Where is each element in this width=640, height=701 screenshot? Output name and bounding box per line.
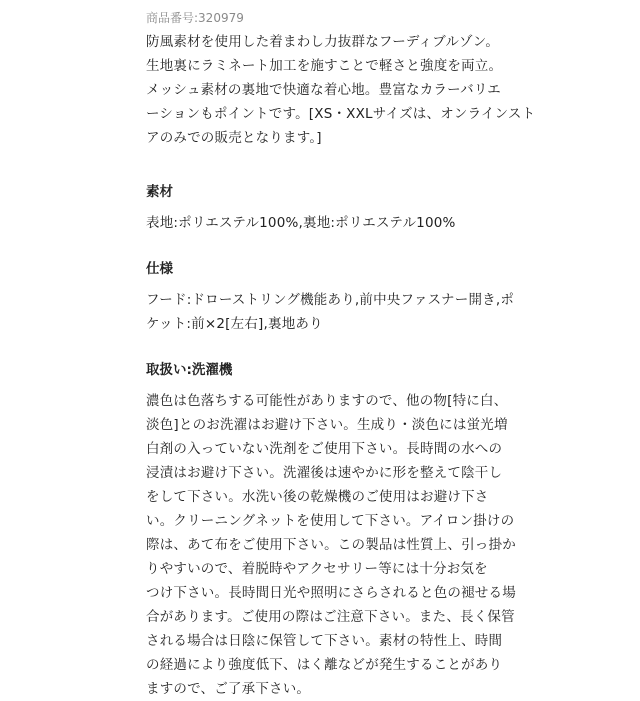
- section-spacer: [146, 336, 640, 358]
- material-section: [146, 180, 640, 235]
- section-spacer: [146, 382, 640, 389]
- description-line: ーションもポイントです。[XS・XXLサイズは、オンラインスト: [146, 106, 536, 122]
- spec-line: ケット:前×2[左右],裏地あり: [146, 316, 323, 332]
- care-line: りやすいので、着脱時やアクセサリー等には十分お気を: [146, 561, 488, 577]
- care-line: 際は、あて布をご使用下さい。この製品は性質上、引っ掛か: [146, 537, 516, 553]
- product-number: 商品番号:320979: [146, 11, 244, 25]
- care-heading: 取扱い:洗濯機: [146, 362, 233, 378]
- spec-line: フード:ドローストリング機能あり,前中央ファスナー開き,ポ: [146, 292, 515, 308]
- description-line: アのみでの販売となります。]: [146, 130, 322, 146]
- product-description-document: [146, 6, 640, 701]
- material-heading: 素材: [146, 184, 173, 200]
- care-line: 淡色]とのお洗濯はお避け下さい。生成り・淡色には蛍光増: [146, 417, 508, 433]
- care-line: される場合は日陰に保管して下さい。素材の特性上、時間: [146, 633, 503, 649]
- care-line: 白剤の入っていない洗剤をご使用下さい。長時間の水への: [146, 441, 503, 457]
- care-line: つけ下さい。長時間日光や照明にさらされると色の褪せる場: [146, 585, 516, 601]
- care-line: 濃色は色落ちする可能性がありますので、他の物[特に白、: [146, 393, 508, 409]
- care-line: 合があります。ご使用の際はご注意下さい。また、長く保管: [146, 609, 515, 625]
- description-block: [146, 30, 640, 150]
- section-spacer: [146, 281, 640, 288]
- care-section: [146, 358, 640, 701]
- section-spacer: [146, 235, 640, 257]
- description-line: 生地裏にラミネート加工を施すことで軽さと強度を両立。: [146, 58, 503, 74]
- material-line: 表地:ポリエステル100%,裏地:ポリエステル100%: [146, 215, 456, 231]
- care-line: の経過により強度低下、はく離などが発生することがあり: [146, 657, 503, 673]
- section-spacer: [146, 204, 640, 211]
- care-line: をして下さい。水洗い後の乾燥機のご使用はお避け下さ: [146, 489, 489, 505]
- spec-section: [146, 257, 640, 336]
- section-spacer: [146, 150, 640, 180]
- care-line: 浸漬はお避け下さい。洗濯後は速やかに形を整えて陰干し: [146, 465, 503, 481]
- description-line: メッシュ素材の裏地で快適な着心地。豊富なカラーバリエ: [146, 82, 501, 98]
- care-line: い。クリーニングネットを使用して下さい。アイロン掛けの: [146, 513, 515, 529]
- description-line: 防風素材を使用した着まわし力抜群なフーディブルゾン。: [146, 34, 500, 50]
- care-line: ますので、ご了承下さい。: [146, 681, 311, 697]
- spec-heading: 仕様: [146, 261, 173, 277]
